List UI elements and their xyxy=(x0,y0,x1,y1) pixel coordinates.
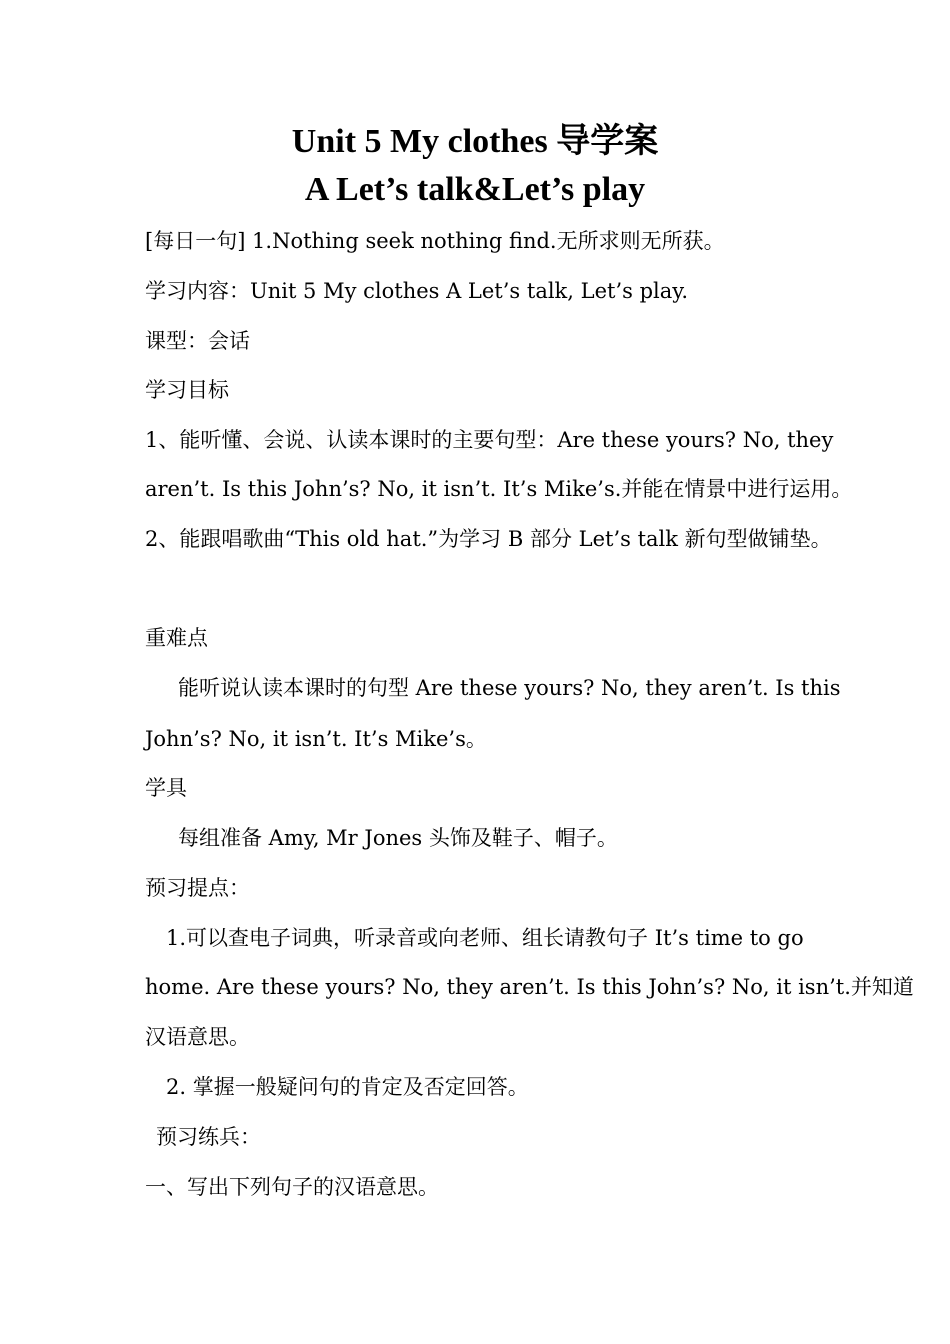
key-points-line-2: John’s? No, it isn’t. It’s Mike’s。 xyxy=(145,727,487,751)
preview-2: 2. 掌握一般疑问句的肯定及否定回答。 xyxy=(166,1075,529,1099)
learning-content: 学习内容：Unit 5 My clothes A Let’s talk, Let’s play. xyxy=(145,279,688,303)
title-line-1: Unit 5 My clothes 导学案 xyxy=(291,123,659,160)
key-points-line-1: 能听说认读本课时的句型 Are these yours? No, they aren’t. Is this xyxy=(178,676,841,700)
preview-1-line-2: home. Are these yours? No, they aren’t. Is this John’s? No, it isn’t.并知道 xyxy=(145,975,914,999)
practice-heading: 预习练兵： xyxy=(156,1125,261,1149)
tools-heading: 学具 xyxy=(145,776,187,800)
goal-1-line-1: 1、能听懂、会说、认读本课时的主要句型：Are these yours? No, they xyxy=(145,428,834,452)
lesson-type: 课型：会话 xyxy=(145,329,250,353)
goal-2: 2、能跟唱歌曲“This old hat.”为学习 B 部分 Let’s talk 新句型做铺垫。 xyxy=(145,527,832,551)
goal-1-line-2: aren’t. Is this John’s? No, it isn’t. It’s Mike’s.并能在情景中进行运用。 xyxy=(145,477,853,501)
goals-heading: 学习目标 xyxy=(145,378,229,402)
key-points-heading: 重难点 xyxy=(145,626,208,650)
preview-1-line-3: 汉语意思。 xyxy=(145,1025,250,1049)
title-line-2: A Let’s talk&Let’s play xyxy=(304,171,646,208)
tools-text: 每组准备 Amy, Mr Jones 头饰及鞋子、帽子。 xyxy=(178,826,618,850)
exercise-1-heading: 一、写出下列句子的汉语意思。 xyxy=(145,1175,439,1199)
preview-1-line-1: 1.可以查电子词典，听录音或向老师、组长请教句子 It’s time to go xyxy=(166,926,804,950)
preview-heading: 预习提点： xyxy=(145,876,250,900)
daily-sentence: [每日一句] 1.Nothing seek nothing find.无所求则无所获。 xyxy=(145,229,725,253)
